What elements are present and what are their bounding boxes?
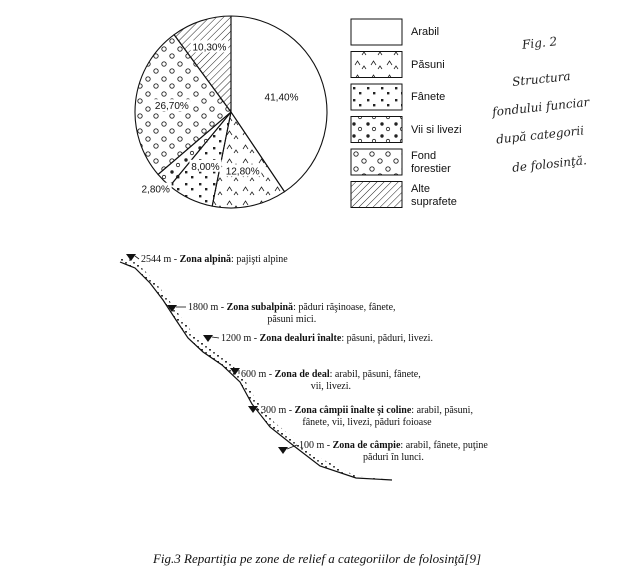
pie-slice-pasuni-label: 12,80% (225, 166, 260, 178)
zone-600-label (241, 369, 421, 393)
zone-1800-label-line-1 (188, 302, 396, 314)
handwritten-note-line-4: de folosinţă. (511, 153, 588, 175)
legend-label-fanete (411, 91, 445, 104)
legend-swatch-vii-si-livezi (351, 117, 402, 143)
zone-300-description-line-2: fânete, vii, livezi, păduri foioase (302, 417, 432, 428)
legend-label-fond-forestier (411, 150, 451, 176)
zone-1800-altitude: 1800 m (188, 302, 219, 313)
legend-label-line: Fond (411, 150, 437, 162)
figure-number-note: Fig. 2 (521, 34, 558, 52)
legend-label-line: Arabil (411, 26, 440, 38)
legend-label-vii-si-livezi (411, 124, 462, 137)
zone-600-dash: - (266, 369, 275, 380)
figure-caption: Fig.3 Repartiţia pe zone de relief a categoriilor de folosinţă[9] (152, 551, 482, 566)
handwritten-note-line-2: fondului funciar (491, 94, 590, 120)
zone-100-separator: : (400, 440, 404, 451)
zone-2544-label-line-1 (141, 254, 288, 266)
zone-600-description-line-1: arabil, păsuni, fânete, (334, 369, 421, 380)
zone-300-separator: : (411, 405, 415, 416)
legend-label-line: Vii si livezi (411, 123, 462, 136)
legend-swatch-alte-suprafete (351, 182, 402, 208)
zone-2544-description-line-1: pajişti alpine (236, 254, 288, 265)
legend-label-line: Păsuni (411, 58, 445, 71)
zone-2544-separator: : (231, 254, 234, 265)
zone-600-altitude: 600 m (241, 369, 267, 380)
zone-600-separator: : (329, 369, 333, 380)
zone-1200-label-line-1 (221, 333, 433, 345)
legend-label-arabil (411, 26, 439, 39)
zone-1200-leader-line (212, 337, 219, 338)
zone-2544-name: Zona alpină (179, 254, 232, 265)
zone-1800-dash: - (218, 302, 227, 313)
zone-1800-description-line-2: păsuni mici. (267, 314, 317, 325)
legend-label-alte-suprafete (411, 183, 457, 209)
zone-100-description-line-1: arabil, fânete, puţine (405, 440, 488, 451)
zone-600-label-line-1 (241, 369, 421, 381)
zone-100-label-line-1 (299, 440, 488, 452)
zone-1200-separator: : (341, 333, 345, 344)
zone-100-description-line-2: păduri în lunci. (363, 452, 424, 463)
pie-slice-arabil-label: 41,40% (264, 92, 299, 104)
zone-1800-label (188, 302, 396, 326)
legend-swatch-fond-forestier (351, 149, 402, 175)
zone-300-label-line-1 (261, 405, 473, 417)
pie-slice-fanete-label: 8,00% (191, 161, 220, 173)
pie-slice-alte-suprafete-label: 10,30% (192, 42, 227, 54)
zone-300-dash: - (286, 405, 295, 416)
zone-100-altitude: 100 m (299, 440, 325, 451)
handwritten-note-line-3: după categorii (495, 123, 585, 147)
legend-label-line: Fânete (411, 91, 446, 103)
zone-300-description-line-1: arabil, păsuni, (416, 405, 473, 416)
zone-100-label (299, 440, 488, 464)
zone-1800-description-line-1: păduri răşinoase, fânete, (298, 302, 396, 313)
zone-1200-marker (203, 335, 213, 342)
zone-2544-label (141, 254, 288, 266)
zone-2544-altitude: 2544 m (141, 254, 172, 265)
zone-100-name: Zona de câmpie (332, 440, 401, 451)
handwritten-note-line-1: Structura (511, 68, 572, 90)
zone-300-label (261, 405, 473, 429)
zone-1200-dash: - (251, 333, 260, 344)
zone-1800-separator: : (293, 302, 296, 313)
legend-swatch-arabil (351, 19, 402, 45)
zone-1800-name: Zona subalpină (226, 302, 294, 313)
zone-1200-label (221, 333, 433, 345)
zone-300-name: Zona câmpii înalte şi coline (294, 405, 412, 416)
zone-1200-altitude: 1200 m (221, 333, 252, 344)
zone-100-marker (278, 447, 288, 454)
legend-label-line: Alte (411, 182, 430, 195)
legend-label-line: forestier (411, 163, 451, 175)
zone-2544-dash: - (171, 254, 180, 265)
zone-600-name: Zona de deal (274, 369, 330, 380)
legend-label-pasuni (411, 59, 445, 72)
legend-swatch-pasuni (351, 52, 402, 78)
pie-slice-vii-si-livezi-label: 2,80% (141, 184, 170, 196)
zone-600-description-line-2: vii, livezi. (310, 381, 351, 392)
legend-swatch-fanete (351, 84, 402, 110)
zone-1200-description-line-1: păsuni, păduri, livezi. (346, 333, 433, 344)
pie-slice-fond-forestier-label: 26,70% (154, 101, 189, 113)
zone-2544-leader-line (135, 256, 139, 259)
legend-label-line: suprafete (411, 195, 457, 208)
zone-300-altitude: 300 m (261, 405, 287, 416)
zone-100-dash: - (324, 440, 333, 451)
zone-1200-name: Zona dealuri înalte (259, 333, 342, 344)
